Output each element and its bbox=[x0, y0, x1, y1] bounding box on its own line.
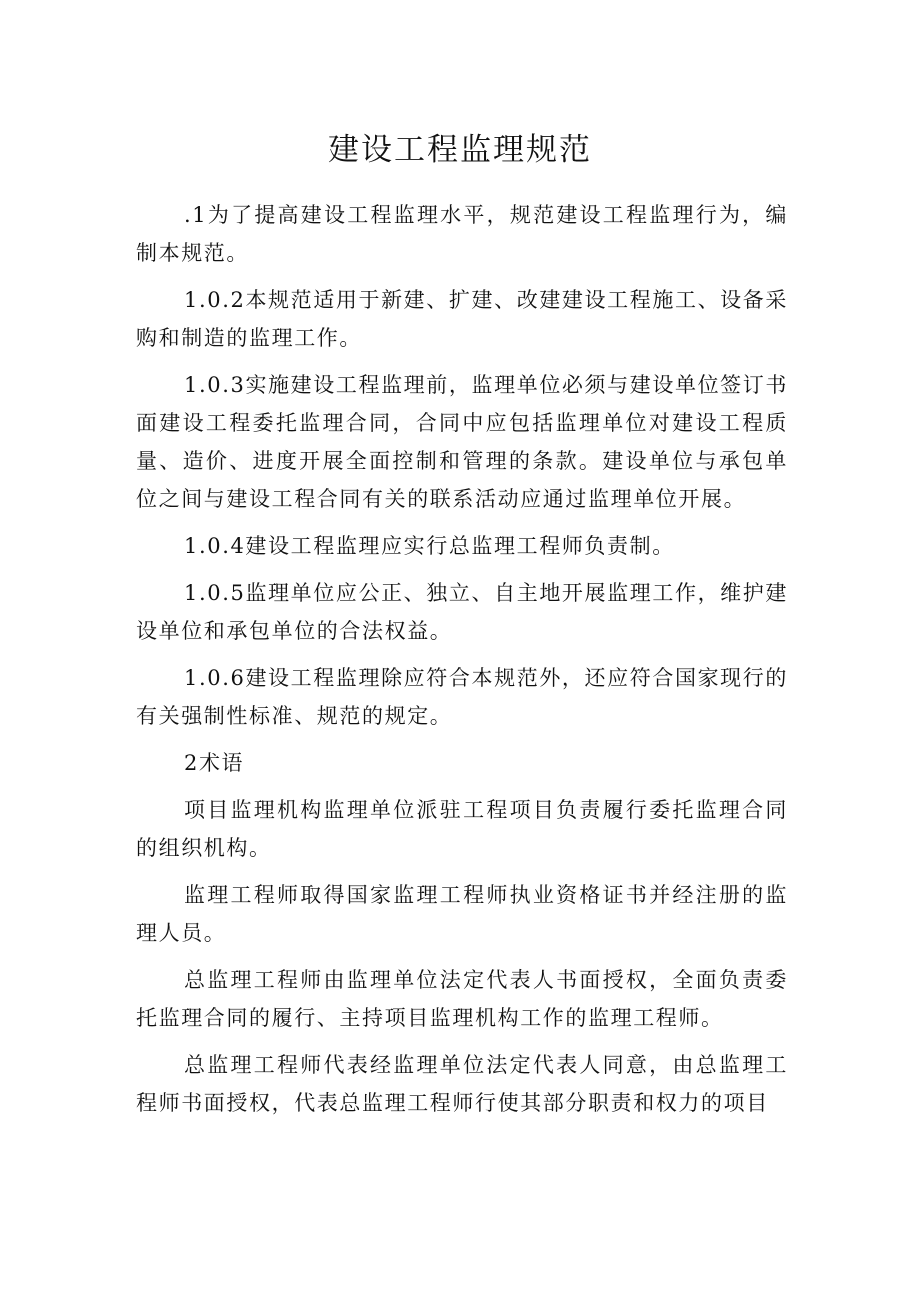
section-heading-terms: 2术语 bbox=[184, 751, 245, 775]
paragraph-1-0-5: 1.0.5监理单位应公正、独立、自主地开展监理工作，维护建设单位和承包单位的合法权益。 bbox=[136, 581, 788, 643]
term-chief-engineer-representative: 总监理工程师代表经监理单位法定代表人同意，由总监理工程师书面授权，代表总监理工程师行使其部分职责和权力的项目 bbox=[136, 1053, 788, 1115]
paragraph-1-0-3: 1.0.3实施建设工程监理前，监理单位必须与建设单位签订书面建设工程委托监理合同，合同中应包括监理单位对建设工程质量、造价、进度开展全面控制和管理的条款。建设单位与承包单位之间与建设工程合同有关的联系活动应通过监理单位开展。 bbox=[136, 373, 788, 511]
paragraph-1-0-2: 1.0.2本规范适用于新建、扩建、改建建设工程施工、设备采购和制造的监理工作。 bbox=[136, 288, 788, 350]
document-body bbox=[136, 196, 788, 1131]
paragraph-1-0-1: .1为了提高建设工程监理水平，规范建设工程监理行为，编制本规范。 bbox=[136, 203, 788, 265]
document-title: 建设工程监理规范 bbox=[328, 132, 592, 168]
term-chief-supervising-engineer: 总监理工程师由监理单位法定代表人书面授权，全面负责委托监理合同的履行、主持项目监理机构工作的监理工程师。 bbox=[136, 968, 788, 1030]
paragraph-1-0-4: 1.0.4建设工程监理应实行总监理工程师负责制。 bbox=[184, 534, 675, 558]
term-supervising-engineer: 监理工程师取得国家监理工程师执业资格证书并经注册的监理人员。 bbox=[136, 883, 788, 945]
term-project-supervision-org: 项目监理机构监理单位派驻工程项目负责履行委托监理合同的组织机构。 bbox=[136, 798, 788, 860]
paragraph-1-0-6: 1.0.6建设工程监理除应符合本规范外，还应符合国家现行的有关强制性标准、规范的规定。 bbox=[136, 666, 788, 728]
